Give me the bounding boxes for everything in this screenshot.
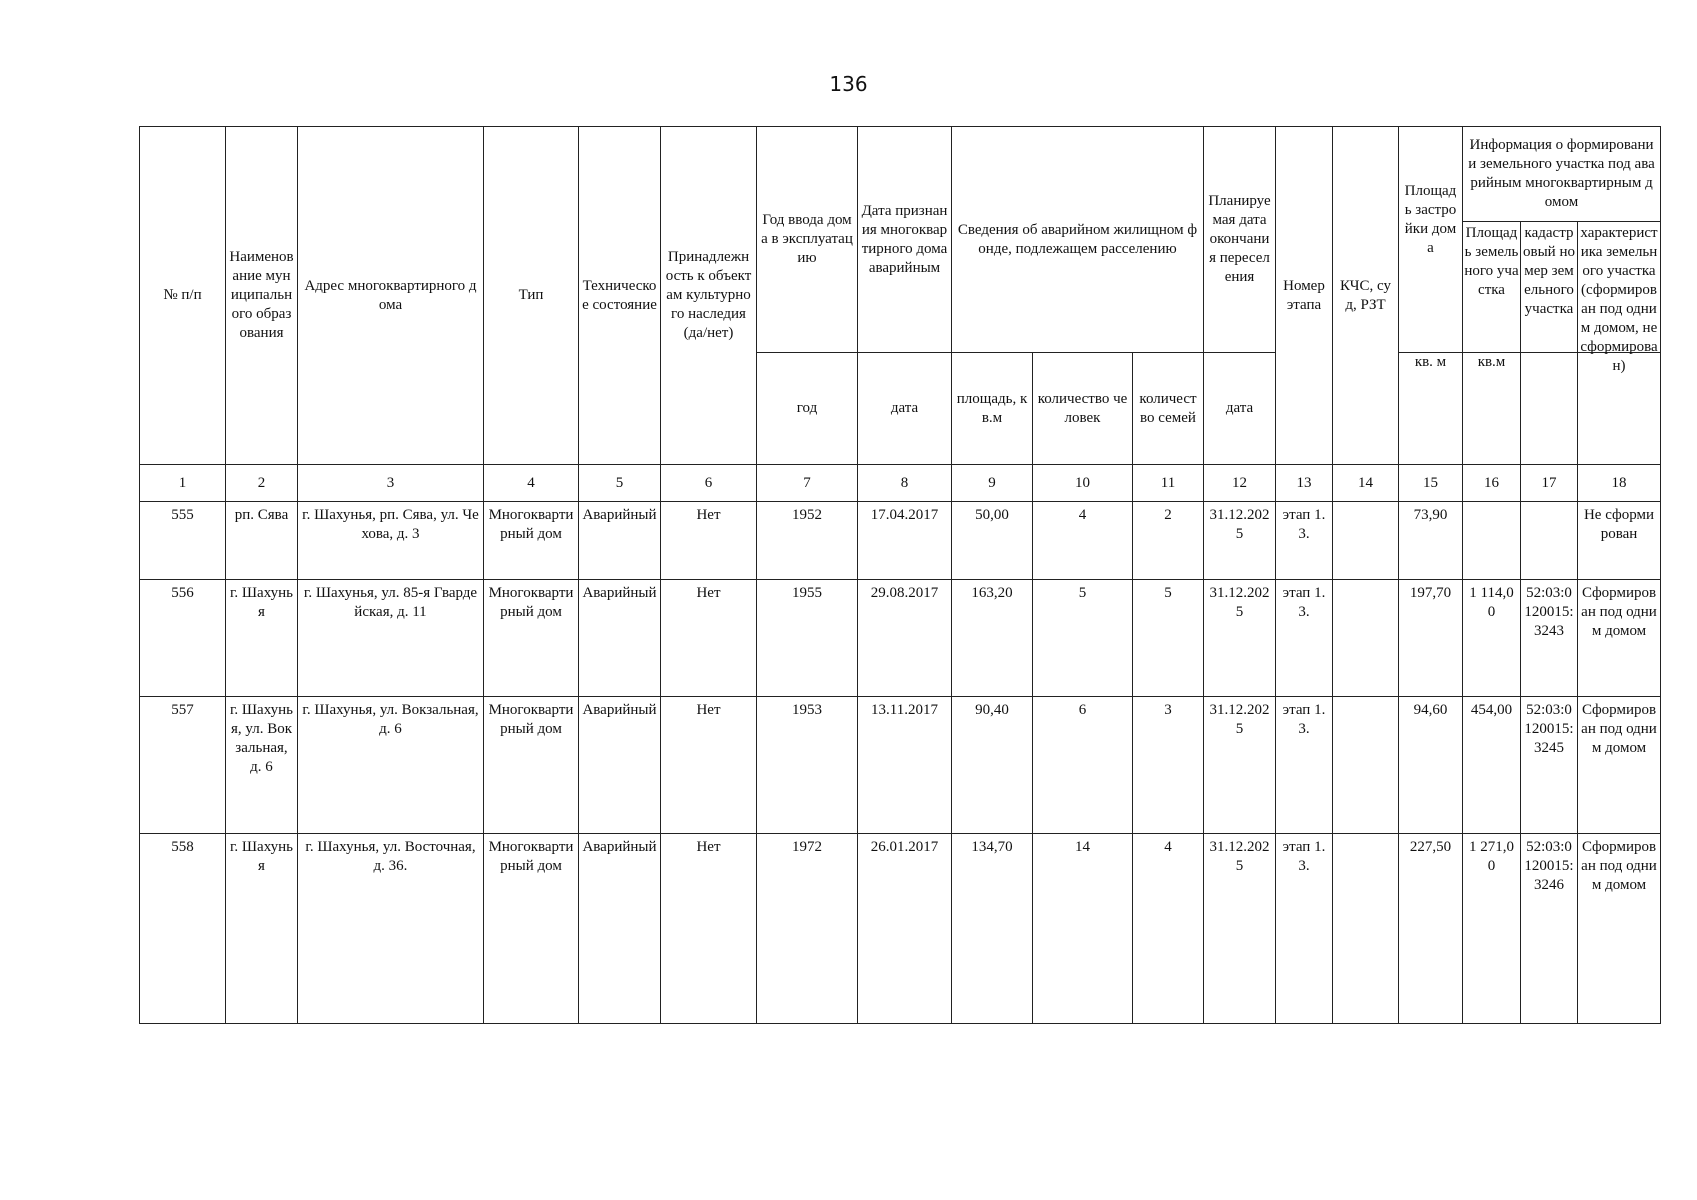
colnum-3: 3 bbox=[298, 465, 484, 502]
cell-planned: 31.12.2025 bbox=[1204, 834, 1276, 1024]
cell-heritage: Нет bbox=[661, 697, 757, 834]
cell-kchs bbox=[1333, 580, 1399, 697]
cell-kchs bbox=[1333, 697, 1399, 834]
unit-land-area: кв.м bbox=[1463, 353, 1521, 465]
cell-people: 6 bbox=[1033, 697, 1133, 834]
header-stage-num: Номер этапа bbox=[1276, 127, 1333, 465]
colnum-18: 18 bbox=[1578, 465, 1661, 502]
header-num: № п/п bbox=[140, 127, 226, 465]
colnum-5: 5 bbox=[579, 465, 661, 502]
cell-land-area: 1 114,00 bbox=[1463, 580, 1521, 697]
cell-cadastral bbox=[1521, 502, 1578, 580]
colnum-17: 17 bbox=[1521, 465, 1578, 502]
cell-stage: этап 1.3. bbox=[1276, 834, 1333, 1024]
cell-land-area bbox=[1463, 502, 1521, 580]
cell-municipality: г. Шахунья bbox=[226, 834, 298, 1024]
header-heritage: Принадлежность к объектам культурного наследия (да/нет) bbox=[661, 127, 757, 465]
subheader-area: площадь, кв.м bbox=[952, 353, 1033, 465]
cell-type: Многоквартирный дом bbox=[484, 502, 579, 580]
cell-build-area: 94,60 bbox=[1399, 697, 1463, 834]
cell-condition: Аварийный bbox=[579, 580, 661, 697]
table-row bbox=[140, 580, 1661, 697]
cell-stage: этап 1.3. bbox=[1276, 580, 1333, 697]
header-build-area: Площадь застройки дома bbox=[1399, 127, 1463, 353]
cell-municipality: г. Шахунья, ул. Вокзальная, д. 6 bbox=[226, 697, 298, 834]
colnum-16: 16 bbox=[1463, 465, 1521, 502]
header-address: Адрес многоквартирного дома bbox=[298, 127, 484, 465]
cell-build-area: 73,90 bbox=[1399, 502, 1463, 580]
colnum-6: 6 bbox=[661, 465, 757, 502]
cell-cadastral: 52:03:0120015:3243 bbox=[1521, 580, 1578, 697]
cell-heritage: Нет bbox=[661, 834, 757, 1024]
page-number: 136 bbox=[829, 72, 868, 96]
cell-type: Многоквартирный дом bbox=[484, 580, 579, 697]
cell-land-char: Сформирован под одним домом bbox=[1578, 580, 1661, 697]
colnum-4: 4 bbox=[484, 465, 579, 502]
subheader-year: год bbox=[757, 353, 858, 465]
colnum-15: 15 bbox=[1399, 465, 1463, 502]
colnum-12: 12 bbox=[1204, 465, 1276, 502]
colnum-13: 13 bbox=[1276, 465, 1333, 502]
cell-date: 29.08.2017 bbox=[858, 580, 952, 697]
cell-land-char: Сформирован под одним домом bbox=[1578, 834, 1661, 1024]
header-planned-end: Планируемая дата окончания переселения bbox=[1204, 127, 1276, 353]
cell-families: 2 bbox=[1133, 502, 1204, 580]
cell-land-char: Сформирован под одним домом bbox=[1578, 697, 1661, 834]
cell-people: 5 bbox=[1033, 580, 1133, 697]
cell-planned: 31.12.2025 bbox=[1204, 502, 1276, 580]
header-kchs: КЧС, суд, РЗТ bbox=[1333, 127, 1399, 465]
cell-condition: Аварийный bbox=[579, 834, 661, 1024]
cell-planned: 31.12.2025 bbox=[1204, 580, 1276, 697]
subheader-date2: дата bbox=[1204, 353, 1276, 465]
cell-families: 3 bbox=[1133, 697, 1204, 834]
header-type: Тип bbox=[484, 127, 579, 465]
header-date-recognition: Дата признания многоквартирного дома аварийным bbox=[858, 127, 952, 353]
table-row bbox=[140, 502, 1661, 580]
cell-build-area: 197,70 bbox=[1399, 580, 1463, 697]
cell-cadastral: 52:03:0120015:3245 bbox=[1521, 697, 1578, 834]
cell-area: 90,40 bbox=[952, 697, 1033, 834]
cell-municipality: г. Шахунья bbox=[226, 580, 298, 697]
cell-num: 557 bbox=[140, 697, 226, 834]
table-row bbox=[140, 697, 1661, 834]
cell-year: 1955 bbox=[757, 580, 858, 697]
cell-families: 4 bbox=[1133, 834, 1204, 1024]
emergency-housing-table bbox=[139, 126, 1661, 1024]
cell-date: 17.04.2017 bbox=[858, 502, 952, 580]
subheader-people: количество человек bbox=[1033, 353, 1133, 465]
cell-area: 134,70 bbox=[952, 834, 1033, 1024]
cell-condition: Аварийный bbox=[579, 502, 661, 580]
colnum-7: 7 bbox=[757, 465, 858, 502]
unit-build-area: кв. м bbox=[1399, 353, 1463, 465]
cell-type: Многоквартирный дом bbox=[484, 834, 579, 1024]
cell-type: Многоквартирный дом bbox=[484, 697, 579, 834]
colnum-10: 10 bbox=[1033, 465, 1133, 502]
colnum-9: 9 bbox=[952, 465, 1033, 502]
cell-date: 26.01.2017 bbox=[858, 834, 952, 1024]
colnum-1: 1 bbox=[140, 465, 226, 502]
subheader-date: дата bbox=[858, 353, 952, 465]
colnum-2: 2 bbox=[226, 465, 298, 502]
cell-build-area: 227,50 bbox=[1399, 834, 1463, 1024]
cell-address: г. Шахунья, ул. 85-я Гвардейская, д. 11 bbox=[298, 580, 484, 697]
cell-kchs bbox=[1333, 834, 1399, 1024]
cell-planned: 31.12.2025 bbox=[1204, 697, 1276, 834]
cell-num: 555 bbox=[140, 502, 226, 580]
cell-families: 5 bbox=[1133, 580, 1204, 697]
cell-address: г. Шахунья, ул. Вокзальная, д. 6 bbox=[298, 697, 484, 834]
header-emergency-info: Сведения об аварийном жилищном фонде, подлежащем расселению bbox=[952, 127, 1204, 353]
cell-people: 14 bbox=[1033, 834, 1133, 1024]
colnum-11: 11 bbox=[1133, 465, 1204, 502]
cell-area: 50,00 bbox=[952, 502, 1033, 580]
cell-land-area: 454,00 bbox=[1463, 697, 1521, 834]
table-row bbox=[140, 834, 1661, 1024]
colnum-14: 14 bbox=[1333, 465, 1399, 502]
cell-stage: этап 1.3. bbox=[1276, 697, 1333, 834]
cell-num: 556 bbox=[140, 580, 226, 697]
cell-land-area: 1 271,00 bbox=[1463, 834, 1521, 1024]
cell-num: 558 bbox=[140, 834, 226, 1024]
colnum-8: 8 bbox=[858, 465, 952, 502]
cell-stage: этап 1.3. bbox=[1276, 502, 1333, 580]
cell-address: г. Шахунья, рп. Сява, ул. Чехова, д. 3 bbox=[298, 502, 484, 580]
header-cadastral-cont bbox=[1521, 353, 1578, 465]
cell-kchs bbox=[1333, 502, 1399, 580]
cell-land-char: Не сформирован bbox=[1578, 502, 1661, 580]
header-condition: Техническое состояние bbox=[579, 127, 661, 465]
header-municipality: Наименование муниципального образования bbox=[226, 127, 298, 465]
cell-heritage: Нет bbox=[661, 580, 757, 697]
cell-year: 1953 bbox=[757, 697, 858, 834]
land-info-title: Информация о формировании земельного участка под аварийным многоквартирным домом bbox=[1463, 127, 1660, 222]
cell-area: 163,20 bbox=[952, 580, 1033, 697]
header-land-area: Площадь земельного участка bbox=[1463, 222, 1521, 352]
header-year-commission: Год ввода дома в эксплуатацию bbox=[757, 127, 858, 353]
cell-heritage: Нет bbox=[661, 502, 757, 580]
cell-municipality: рп. Сява bbox=[226, 502, 298, 580]
cell-address: г. Шахунья, ул. Восточная, д. 36. bbox=[298, 834, 484, 1024]
cell-cadastral: 52:03:0120015:3246 bbox=[1521, 834, 1578, 1024]
subheader-families: количество семей bbox=[1133, 353, 1204, 465]
cell-year: 1952 bbox=[757, 502, 858, 580]
header-cadastral: кадастровый номер земельного участка bbox=[1521, 222, 1578, 352]
cell-year: 1972 bbox=[757, 834, 858, 1024]
cell-people: 4 bbox=[1033, 502, 1133, 580]
cell-date: 13.11.2017 bbox=[858, 697, 952, 834]
cell-condition: Аварийный bbox=[579, 697, 661, 834]
header-land-char: характеристика земельного участка (сформирован под одним домом, не сформирован) bbox=[1580, 225, 1658, 374]
